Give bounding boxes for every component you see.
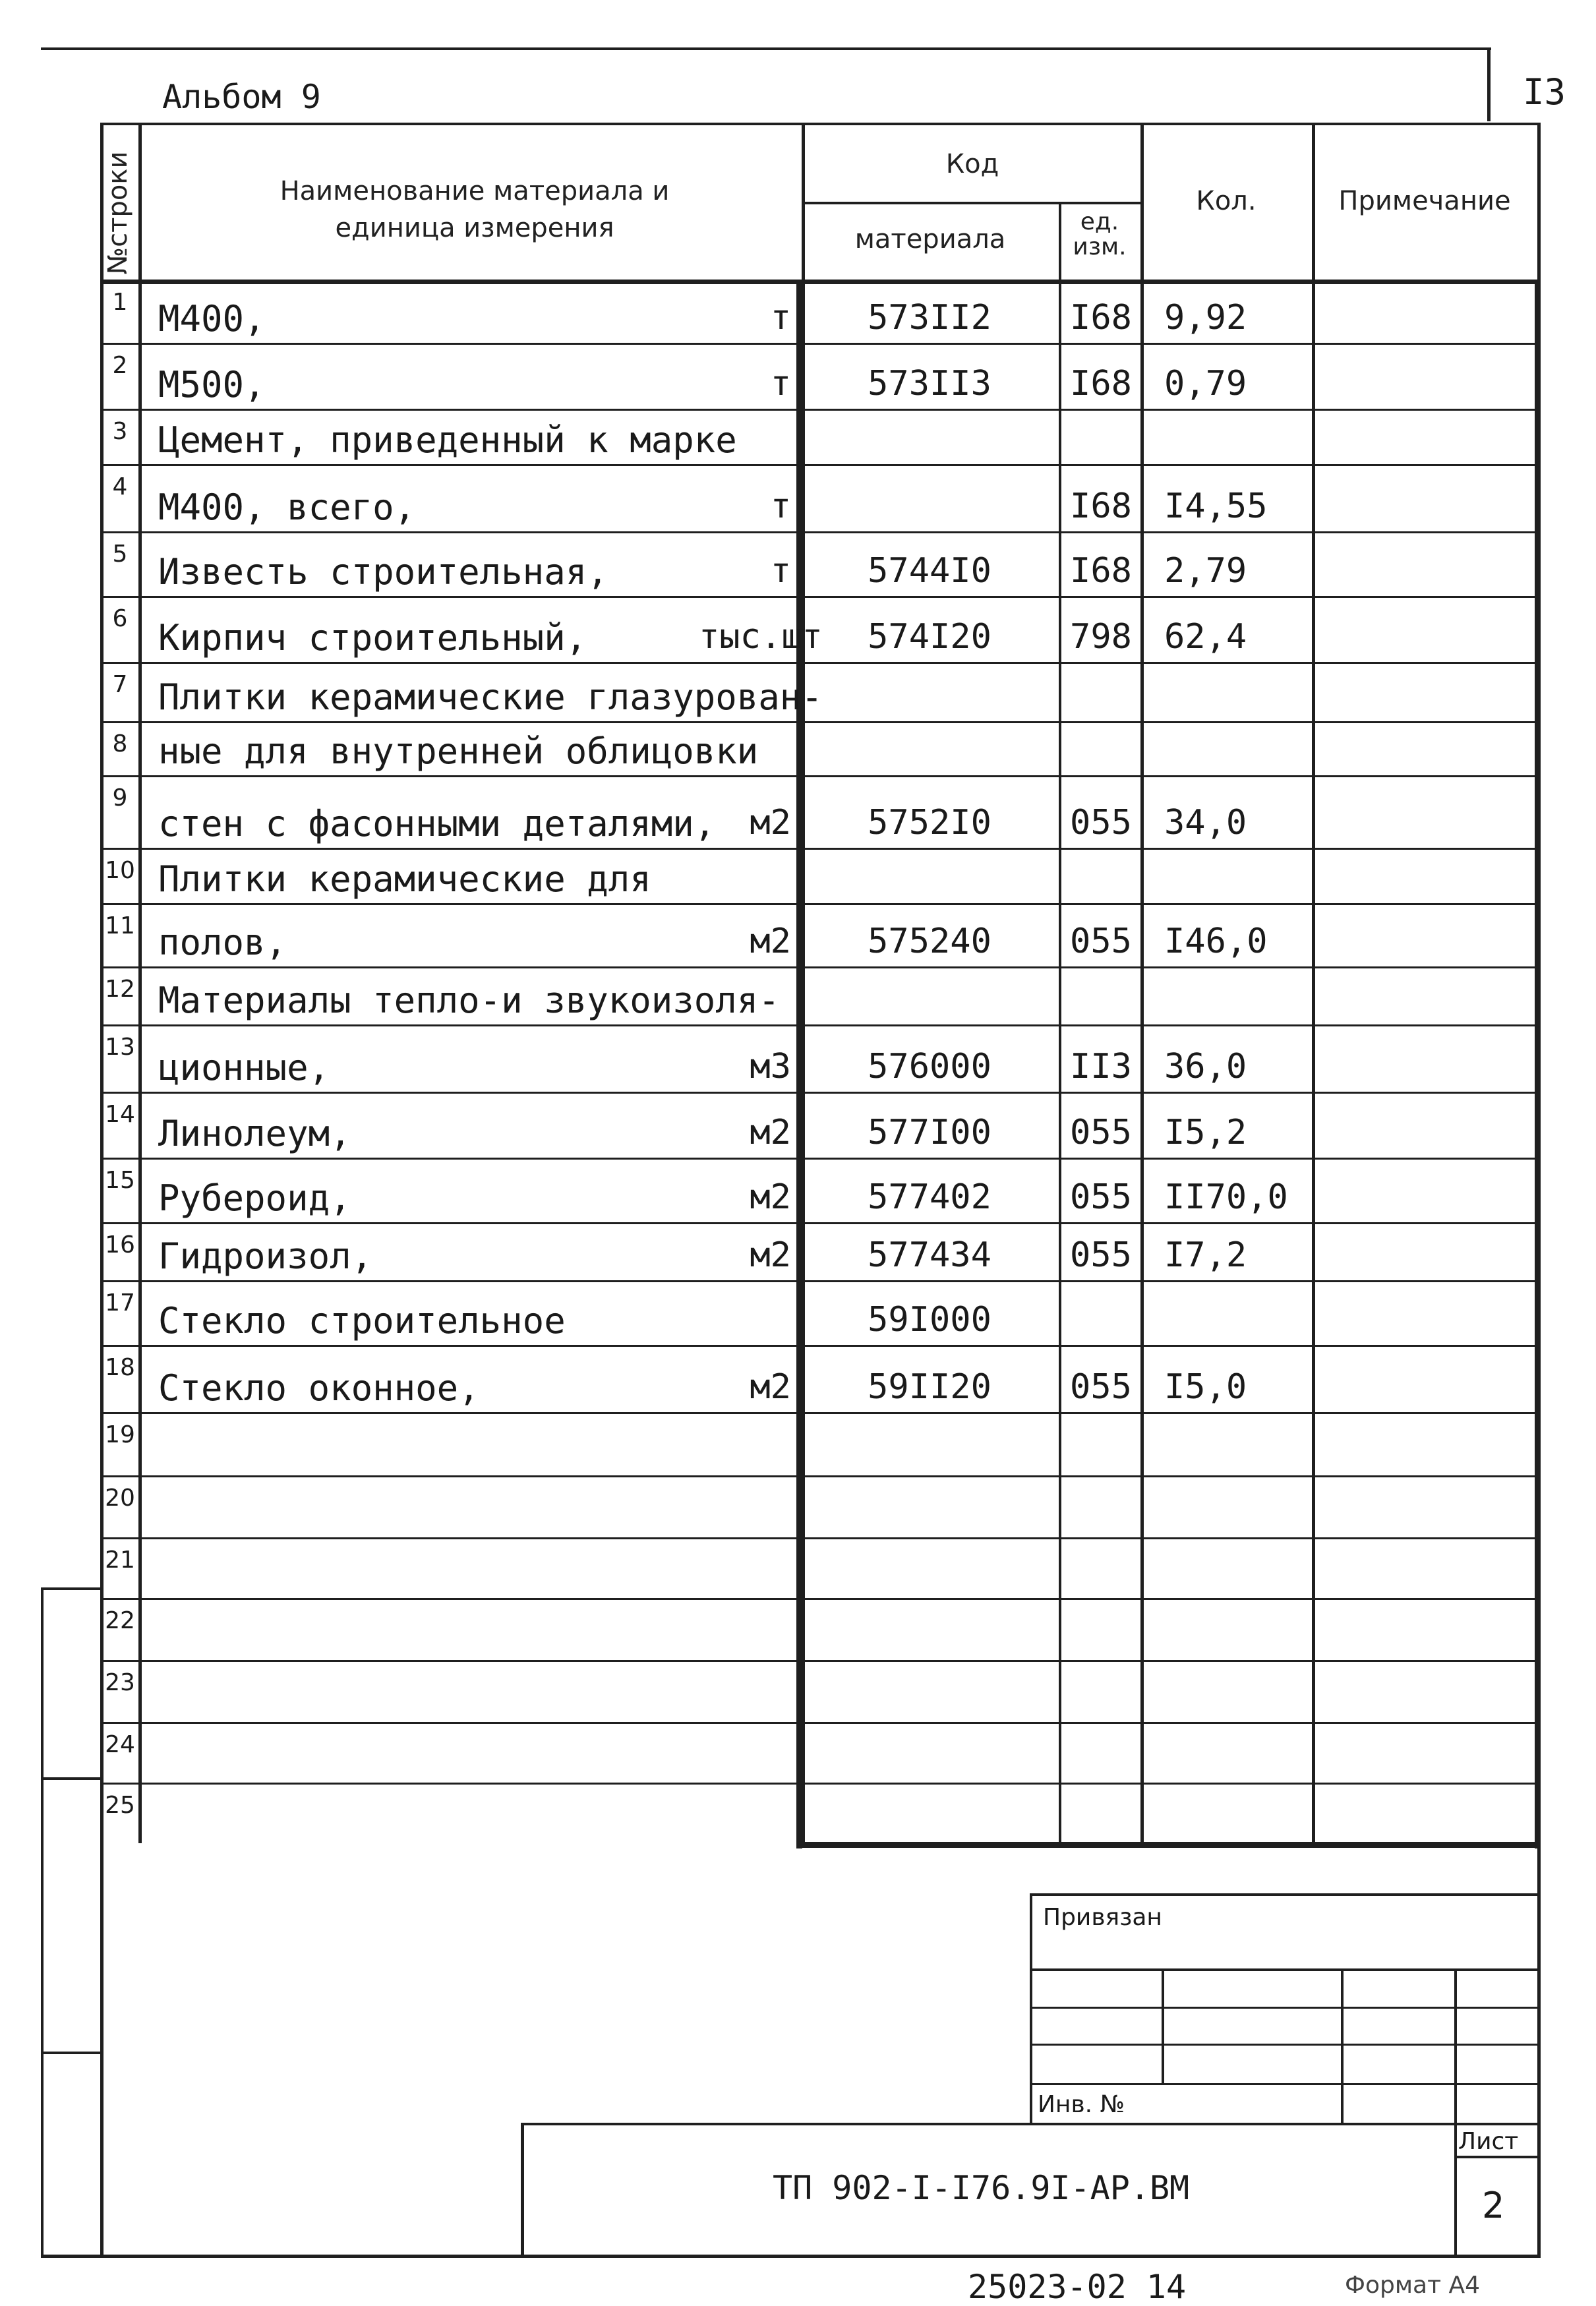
material-name: М400,: [158, 298, 266, 340]
format-label: Формат А4: [1345, 2272, 1481, 2299]
row-number: 20: [105, 1485, 135, 1512]
document-designation: ТП 902-I-I76.9I-АР.ВМ: [773, 2169, 1190, 2207]
unit-code: I68: [1070, 487, 1132, 526]
material-name: Стекло оконное,: [158, 1367, 480, 1409]
material-name: Цемент, приведенный к марке: [158, 419, 737, 461]
row-number: 7: [112, 671, 128, 698]
material-code: 576000: [868, 1047, 991, 1086]
quantity: 34,0: [1164, 803, 1247, 843]
page-number: I3: [1523, 71, 1566, 113]
material-name: Известь строительная,: [158, 551, 608, 593]
quantity: 9,92: [1164, 298, 1247, 338]
row-number: 14: [105, 1101, 135, 1128]
row-number: 18: [105, 1354, 135, 1381]
inventory-label: Инв. №: [1038, 2091, 1125, 2118]
sheet-number: 2: [1482, 2185, 1505, 2226]
quantity: I5,2: [1164, 1113, 1247, 1152]
measure-unit: м2: [750, 922, 791, 961]
row-number: 1: [112, 289, 128, 316]
quantity: I5,0: [1164, 1367, 1247, 1407]
unit-code: 055: [1070, 1367, 1132, 1407]
material-name: Кирпич строительный,: [158, 617, 587, 659]
unit-code: 055: [1070, 1235, 1132, 1275]
row-number: 5: [112, 541, 128, 568]
material-code: 5752I0: [868, 803, 991, 843]
footer-number: 25023-02 14: [968, 2268, 1187, 2306]
row-number: 25: [105, 1792, 135, 1819]
material-name: Стекло строительное: [158, 1300, 566, 1342]
quantity: I7,2: [1164, 1235, 1247, 1275]
measure-unit: т: [770, 364, 791, 403]
material-code: 59II20: [868, 1367, 991, 1407]
note-header: Примечание: [1338, 186, 1511, 216]
row-number: 12: [105, 976, 135, 1003]
measure-unit: т: [770, 298, 791, 338]
row-number: 8: [112, 730, 128, 757]
quantity: 0,79: [1164, 364, 1247, 403]
material-code: 573II2: [868, 298, 991, 338]
material-name: Гидроизол,: [158, 1235, 373, 1277]
unit-code: 055: [1070, 1177, 1132, 1217]
name-header: Наименование материала и единица измерения: [280, 176, 670, 243]
unit-code: 055: [1070, 803, 1132, 843]
quantity: 2,79: [1164, 551, 1247, 591]
code-header: Код: [945, 149, 999, 179]
material-name: М500,: [158, 364, 266, 405]
row-number: 16: [105, 1231, 135, 1258]
quantity: II70,0: [1164, 1177, 1288, 1217]
measure-unit: м2: [750, 803, 791, 843]
quantity: I46,0: [1164, 922, 1268, 961]
material-code: 574I20: [868, 617, 991, 657]
material-name: ционные,: [158, 1047, 330, 1088]
material-name: Плитки керамические для: [158, 858, 651, 900]
measure-unit: м3: [750, 1047, 791, 1086]
unit-code: 055: [1070, 1113, 1132, 1152]
material-code: 5744I0: [868, 551, 991, 591]
material-code: 577402: [868, 1177, 991, 1217]
row-number: 4: [112, 473, 128, 500]
row-number: 17: [105, 1289, 135, 1316]
material-name: стен с фасонными деталями,: [158, 803, 716, 844]
material-name: Материалы тепло-и звукоизоля-: [158, 980, 780, 1021]
material-name: М400, всего,: [158, 487, 416, 528]
quantity-header: Кол.: [1196, 186, 1256, 216]
row-number: 2: [112, 352, 128, 379]
measure-unit: т: [770, 551, 791, 591]
unit-code: 798: [1070, 617, 1132, 657]
measure-unit: тыс.шт: [699, 617, 823, 657]
row-number: 9: [112, 784, 128, 812]
sheet-label: Лист: [1458, 2128, 1519, 2155]
material-code: 577434: [868, 1235, 991, 1275]
unit-code: I68: [1070, 298, 1132, 338]
quantity: 36,0: [1164, 1047, 1247, 1086]
unit-code: 055: [1070, 922, 1132, 961]
row-number: 15: [105, 1167, 135, 1194]
quantity: 62,4: [1164, 617, 1247, 657]
album-label: Альбом 9: [162, 78, 321, 116]
measure-unit: м2: [750, 1235, 791, 1275]
row-number: 13: [105, 1034, 135, 1061]
material-code: 577I00: [868, 1113, 991, 1152]
material-name: Линолеум,: [158, 1113, 351, 1154]
measure-unit: м2: [750, 1113, 791, 1152]
material-code: 573II3: [868, 364, 991, 403]
row-number-header: №строки: [103, 151, 133, 275]
code-material-header: материала: [854, 224, 1006, 254]
unit-code: I68: [1070, 364, 1132, 403]
row-number: 11: [105, 912, 135, 939]
row-number: 19: [105, 1421, 135, 1448]
measure-unit: т: [770, 487, 791, 526]
row-number: 10: [105, 857, 135, 884]
row-number: 22: [105, 1607, 135, 1634]
measure-unit: м2: [750, 1367, 791, 1407]
material-name: ные для внутренней облицовки: [158, 730, 759, 772]
material-code: 59I000: [868, 1300, 991, 1340]
bound-label: Привязан: [1043, 1904, 1162, 1931]
unit-code: I68: [1070, 551, 1132, 591]
row-number: 6: [112, 605, 128, 632]
row-number: 24: [105, 1731, 135, 1758]
quantity: I4,55: [1164, 487, 1268, 526]
row-number: 23: [105, 1669, 135, 1696]
material-name: полов,: [158, 922, 287, 963]
measure-unit: м2: [750, 1177, 791, 1217]
material-name: Рубероид,: [158, 1177, 351, 1219]
material-name: Плитки керамические глазурован-: [158, 676, 823, 718]
row-number: 21: [105, 1547, 135, 1574]
unit-code: II3: [1070, 1047, 1132, 1086]
material-code: 575240: [868, 922, 991, 961]
row-number: 3: [112, 418, 128, 445]
code-unit-header: ед. изм.: [1073, 208, 1127, 260]
